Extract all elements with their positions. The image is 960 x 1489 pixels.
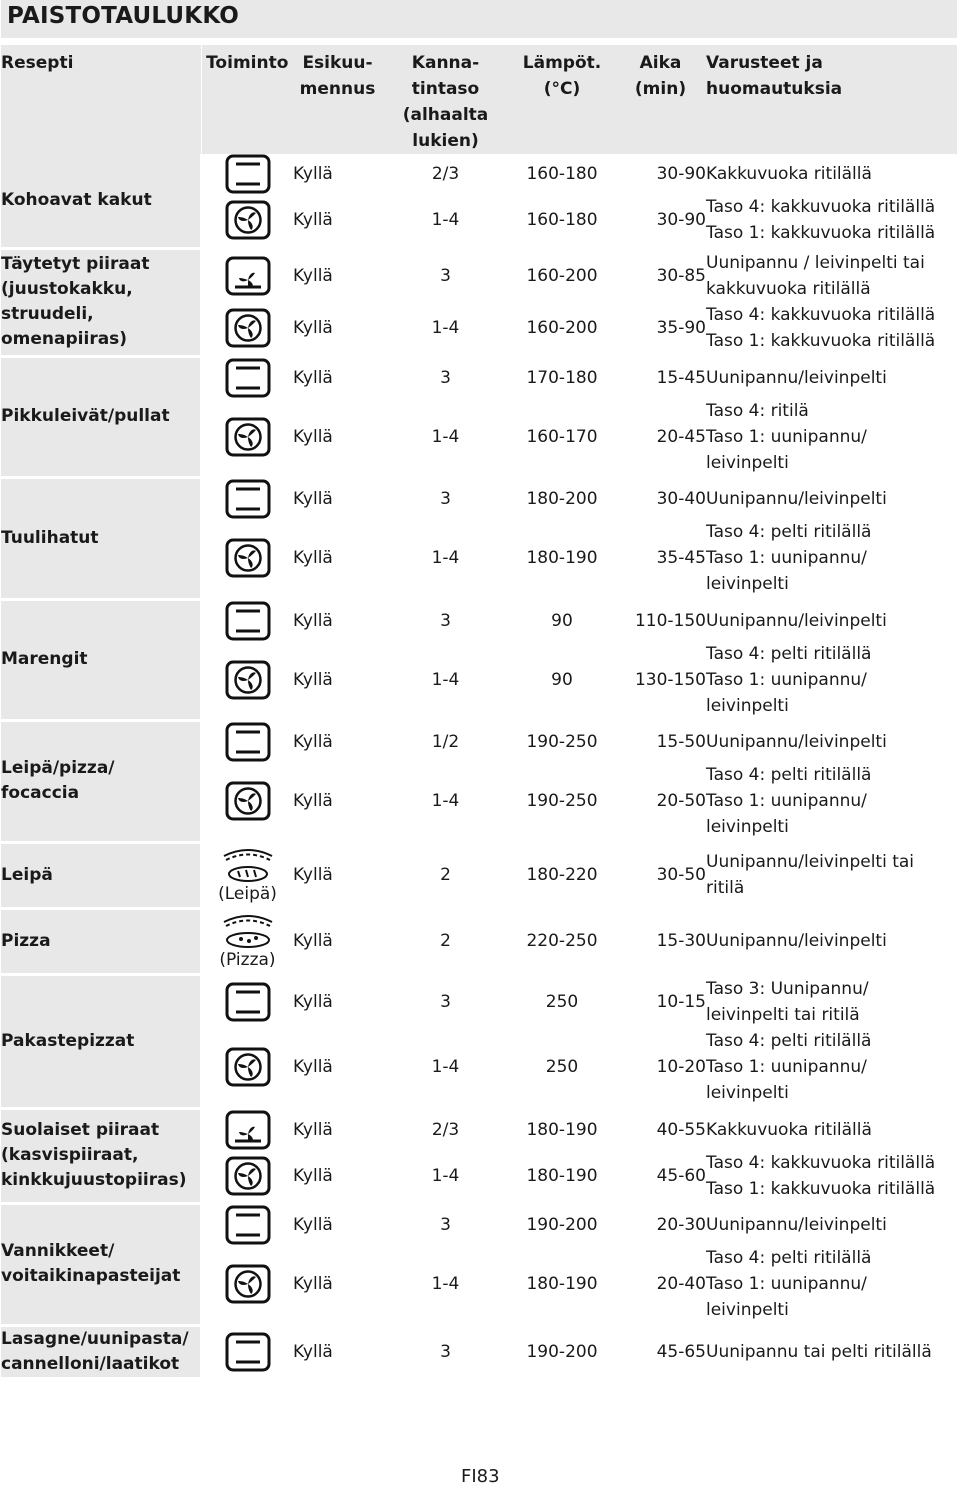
- temp-cell: 180-190: [526, 1165, 598, 1186]
- time-cell: 20-40: [656, 1274, 706, 1295]
- function-cell: [201, 762, 293, 842]
- conventional-icon: [202, 479, 293, 519]
- function-cell: [201, 1028, 293, 1108]
- notes-cell: Taso 4: ritilä Taso 1: uunipannu/ leivinpelti: [706, 400, 867, 473]
- function-cell: [201, 599, 293, 641]
- notes-cell: Taso 4: pelti ritilällä Taso 1: uunipannu/ leivinpelti: [706, 643, 872, 716]
- level-cell: 1-4: [431, 669, 460, 690]
- title-bar: [1, 0, 957, 38]
- level-cell: 1-4: [431, 791, 460, 812]
- notes-cell: Uunipannu/leivinpelti: [706, 367, 887, 388]
- preheat-cell: Kyllä: [293, 265, 333, 286]
- time-cell: 15-50: [656, 732, 706, 752]
- time-cell: 45-60: [656, 1165, 706, 1186]
- recipe-name: Pikkuleivät/pullat: [1, 356, 201, 478]
- time-cell: 30-90: [656, 210, 706, 231]
- preheat-cell: Kyllä: [293, 1165, 333, 1186]
- notes-cell: Uunipannu/leivinpelti: [706, 1215, 887, 1235]
- function-cell: [201, 356, 293, 398]
- time-cell: 10-20: [656, 1057, 706, 1078]
- recipe-name: Leipä/pizza/ focaccia: [1, 721, 201, 843]
- time-cell: 30-85: [656, 265, 706, 286]
- recipe-name: Kohoavat kakut: [1, 154, 201, 248]
- level-cell: 3: [440, 610, 451, 631]
- table-row: [1, 842, 957, 908]
- level-cell: 3: [440, 367, 451, 388]
- fan-icon: [202, 417, 293, 457]
- preheat-cell: Kyllä: [293, 1119, 333, 1140]
- notes-cell: Taso 4: kakkuvuoka ritilällä Taso 1: kakkuvuoka ritilällä: [706, 1152, 936, 1199]
- temp-cell: 160-180: [526, 210, 598, 231]
- conventional-icon: [202, 1332, 293, 1372]
- temp-cell: 220-250: [526, 931, 598, 951]
- table-row: [1, 974, 957, 1028]
- temp-cell: 180-190: [526, 548, 598, 569]
- temp-cell: 160-200: [526, 318, 598, 339]
- time-cell: 20-45: [656, 426, 706, 447]
- fan-icon: [202, 1264, 293, 1304]
- function-cell: [201, 842, 293, 908]
- preheat-cell: Kyllä: [293, 991, 333, 1012]
- level-cell: 1-4: [431, 426, 460, 447]
- time-cell: 110-150: [634, 610, 706, 631]
- time-cell: 35-45: [656, 548, 706, 569]
- function-cell: [201, 721, 293, 763]
- header-level: Kanna- tintaso (alhaalta lukien): [382, 45, 509, 154]
- conventional-icon: [202, 722, 293, 762]
- level-cell: 1-4: [431, 318, 460, 339]
- function-cell: [201, 519, 293, 599]
- forced-air-icon: [202, 256, 293, 296]
- function-cell: [201, 1150, 293, 1204]
- level-cell: 1/2: [431, 732, 460, 752]
- level-cell: 1-4: [431, 1057, 460, 1078]
- header-function: Toiminto: [201, 45, 293, 154]
- notes-cell: Taso 4: kakkuvuoka ritilällä Taso 1: kakkuvuoka ritilällä: [706, 305, 936, 352]
- preheat-cell: Kyllä: [293, 669, 333, 690]
- temp-cell: 180-190: [526, 1274, 598, 1295]
- level-cell: 3: [440, 1341, 451, 1362]
- notes-cell: Uunipannu/leivinpelti: [706, 931, 887, 951]
- time-cell: 20-50: [656, 791, 706, 812]
- temp-cell: 90: [551, 669, 573, 690]
- notes-cell: Uunipannu/leivinpelti: [706, 489, 887, 509]
- recipe-name: Marengit: [1, 599, 201, 721]
- function-label: (Leipä): [218, 884, 277, 904]
- function-cell: [201, 302, 293, 356]
- preheat-cell: Kyllä: [293, 791, 333, 812]
- notes-cell: Taso 4: pelti ritilällä Taso 1: uunipannu/ leivinpelti: [706, 765, 872, 838]
- temp-cell: 250: [545, 991, 579, 1012]
- level-cell: 2: [440, 865, 451, 885]
- preheat-cell: Kyllä: [293, 210, 333, 231]
- function-cell: [201, 248, 293, 302]
- fan-icon: [202, 200, 293, 240]
- function-cell: [201, 974, 293, 1028]
- notes-cell: Taso 4: pelti ritilällä Taso 1: uunipannu/ leivinpelti: [706, 522, 872, 595]
- temp-cell: 180-190: [526, 1119, 598, 1140]
- function-cell: [201, 1204, 293, 1246]
- temp-cell: 180-220: [526, 865, 598, 885]
- recipe-name: Tuulihatut: [1, 478, 201, 600]
- level-cell: 1-4: [431, 1274, 460, 1295]
- function-cell: [201, 194, 293, 248]
- temp-cell: 160-180: [526, 164, 598, 184]
- time-cell: 130-150: [634, 669, 706, 690]
- level-cell: 3: [440, 991, 451, 1012]
- function-cell: [201, 1245, 293, 1325]
- fan-icon: [202, 308, 293, 348]
- level-cell: 3: [440, 265, 451, 286]
- fan-icon: [202, 1156, 293, 1196]
- notes-cell: Uunipannu / leivinpelti tai kakkuvuoka ritilällä: [706, 252, 925, 299]
- function-cell: [201, 398, 293, 478]
- preheat-cell: Kyllä: [293, 732, 333, 752]
- header-notes: Varusteet ja huomautuksia: [706, 45, 957, 154]
- table-row: [1, 1325, 957, 1378]
- header-preheat: Esikuu- mennus: [293, 45, 382, 154]
- function-cell: [201, 908, 293, 974]
- level-cell: 3: [440, 1215, 451, 1235]
- recipe-name: Leipä: [1, 842, 201, 908]
- recipe-name: Pakastepizzat: [1, 974, 201, 1108]
- level-cell: 2/3: [431, 1119, 460, 1140]
- notes-cell: Taso 4: pelti ritilällä Taso 1: uunipannu/ leivinpelti: [706, 1248, 872, 1321]
- recipe-name: Vannikkeet/ voitaikinapasteijat: [1, 1204, 201, 1326]
- bread-icon: [202, 846, 293, 884]
- notes-cell: Uunipannu/leivinpelti tai ritilä: [706, 852, 915, 898]
- notes-cell: Taso 3: Uunipannu/ leivinpelti tai ritilä: [706, 978, 869, 1025]
- notes-cell: Uunipannu/leivinpelti: [706, 732, 887, 752]
- table-header-row: [1, 45, 957, 154]
- header-temperature: Lämpöt. (°C): [509, 45, 615, 154]
- temp-cell: 190-200: [526, 1215, 598, 1235]
- preheat-cell: Kyllä: [293, 1057, 333, 1078]
- table-row: [1, 721, 957, 763]
- table-row: [1, 248, 957, 302]
- temp-cell: 190-250: [526, 732, 598, 752]
- time-cell: 30-90: [656, 164, 706, 184]
- preheat-cell: Kyllä: [293, 548, 333, 569]
- fan-icon: [202, 538, 293, 578]
- notes-cell: Uunipannu/leivinpelti: [706, 610, 887, 631]
- temp-cell: 190-250: [526, 791, 598, 812]
- preheat-cell: Kyllä: [293, 1341, 333, 1362]
- pizza-icon: [202, 912, 293, 950]
- notes-cell: Kakkuvuoka ritilällä: [706, 1119, 872, 1140]
- temp-cell: 160-170: [526, 426, 598, 447]
- preheat-cell: Kyllä: [293, 931, 333, 951]
- level-cell: 1-4: [431, 548, 460, 569]
- temp-cell: 170-180: [526, 367, 598, 388]
- time-cell: 30-40: [656, 489, 706, 509]
- fan-icon: [202, 1047, 293, 1087]
- table-row: [1, 356, 957, 398]
- level-cell: 3: [440, 489, 451, 509]
- level-cell: 2: [440, 931, 451, 951]
- table-row: [1, 908, 957, 974]
- preheat-cell: Kyllä: [293, 426, 333, 447]
- time-cell: 40-55: [656, 1119, 706, 1140]
- recipe-name: Täytetyt piiraat (juustokakku, struudeli, omenapiiras): [1, 248, 201, 356]
- page-title: PAISTOTAULUKKO: [7, 3, 240, 29]
- forced-air-icon: [202, 1110, 293, 1150]
- fan-icon: [202, 781, 293, 821]
- preheat-cell: Kyllä: [293, 1274, 333, 1295]
- preheat-cell: Kyllä: [293, 865, 333, 885]
- table-body: [1, 154, 957, 1378]
- notes-cell: Taso 4: kakkuvuoka ritilällä Taso 1: kakkuvuoka ritilällä: [706, 197, 936, 244]
- function-cell: [201, 641, 293, 721]
- preheat-cell: Kyllä: [293, 1215, 333, 1235]
- temp-cell: 90: [551, 610, 573, 631]
- header-recipe: Resepti: [1, 45, 201, 154]
- header-time: Aika (min): [615, 45, 706, 154]
- preheat-cell: Kyllä: [293, 610, 333, 631]
- fan-icon: [202, 660, 293, 700]
- preheat-cell: Kyllä: [293, 489, 333, 509]
- conventional-icon: [202, 601, 293, 641]
- temp-cell: 160-200: [526, 265, 598, 286]
- preheat-cell: Kyllä: [293, 367, 333, 388]
- table-row: [1, 478, 957, 520]
- conventional-icon: [202, 154, 293, 194]
- temp-cell: 190-200: [526, 1341, 598, 1362]
- baking-table: [1, 45, 957, 1380]
- function-label: (Pizza): [219, 950, 276, 970]
- recipe-name: Lasagne/uunipasta/ cannelloni/laatikot: [1, 1325, 201, 1378]
- conventional-icon: [202, 358, 293, 398]
- notes-cell: Kakkuvuoka ritilällä: [706, 164, 872, 184]
- level-cell: 1-4: [431, 210, 460, 231]
- function-cell: [201, 1325, 293, 1378]
- function-cell: [201, 1108, 293, 1150]
- page-number: FI83: [461, 1466, 500, 1487]
- level-cell: 1-4: [431, 1165, 460, 1186]
- time-cell: 20-30: [656, 1215, 706, 1235]
- table-row: [1, 154, 957, 194]
- conventional-icon: [202, 982, 293, 1022]
- time-cell: 15-45: [656, 367, 706, 388]
- level-cell: 2/3: [431, 164, 460, 184]
- time-cell: 30-50: [656, 865, 706, 885]
- time-cell: 45-65: [656, 1341, 706, 1362]
- conventional-icon: [202, 1205, 293, 1245]
- preheat-cell: Kyllä: [293, 164, 333, 184]
- function-cell: [201, 478, 293, 520]
- recipe-name: Suolaiset piiraat (kasvispiiraat, kinkkujuustopiiras): [1, 1108, 201, 1204]
- table-row: [1, 1108, 957, 1150]
- preheat-cell: Kyllä: [293, 318, 333, 339]
- time-cell: 35-90: [656, 318, 706, 339]
- temp-cell: 180-200: [526, 489, 598, 509]
- table-row: [1, 599, 957, 641]
- table-row: [1, 1204, 957, 1246]
- function-cell: [201, 154, 293, 194]
- notes-cell: Taso 4: pelti ritilällä Taso 1: uunipannu/ leivinpelti: [706, 1031, 872, 1104]
- time-cell: 10-15: [656, 991, 706, 1012]
- recipe-name: Pizza: [1, 908, 201, 974]
- time-cell: 15-30: [656, 931, 706, 951]
- notes-cell: Uunipannu tai pelti ritilällä: [706, 1341, 932, 1362]
- temp-cell: 250: [545, 1057, 579, 1078]
